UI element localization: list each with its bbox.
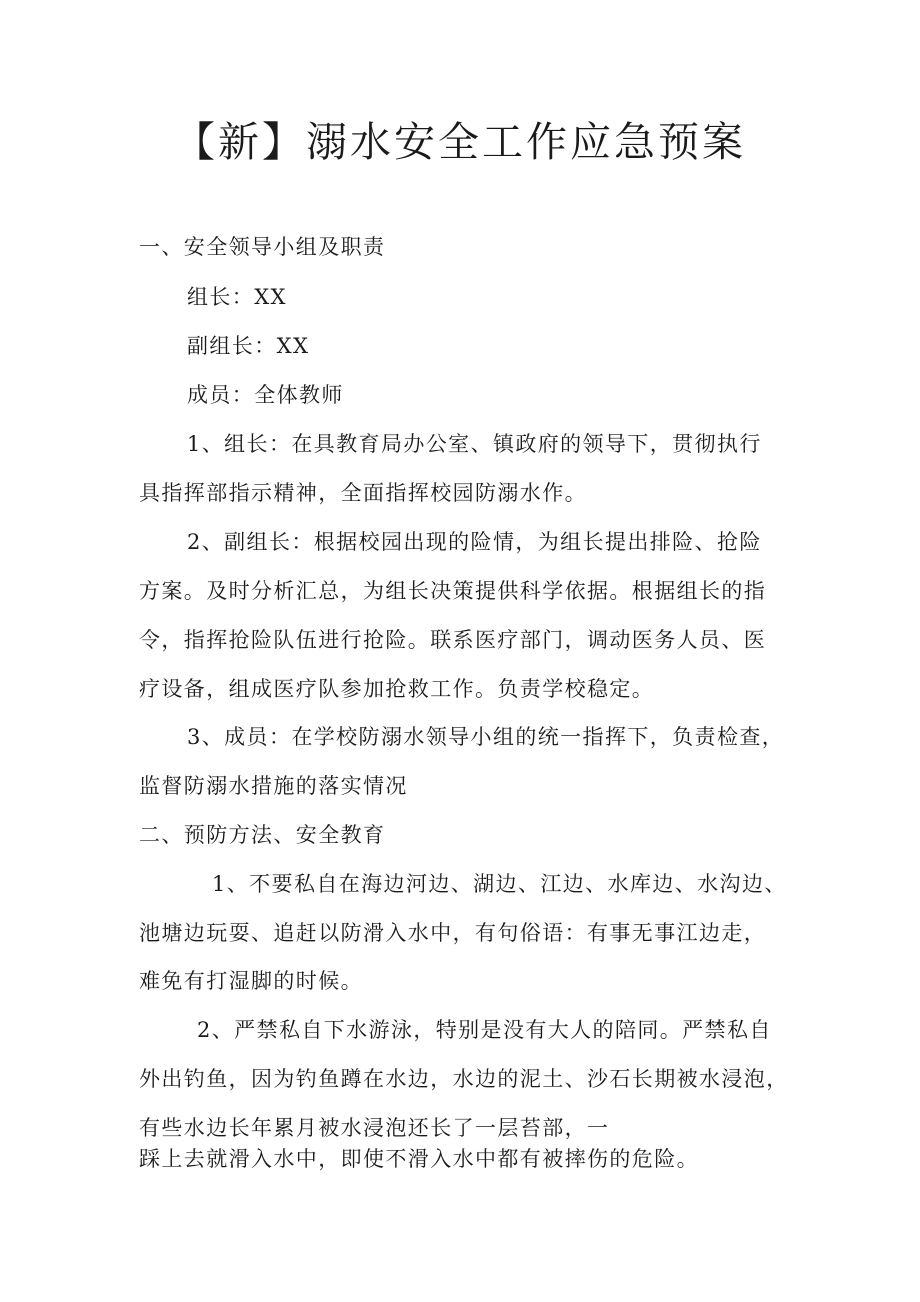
item2-line2: 外出钓鱼，因为钓鱼蹲在水边，水边的泥土、沙石长期被水浸泡， <box>139 1067 789 1091</box>
document-title: 【新】溺水安全工作应急预案 <box>174 118 746 166</box>
item2-line4: 踩上去就滑入水中，即使不滑入水中都有被摔伤的危险。 <box>139 1147 699 1171</box>
leader-line: 组长：XX <box>187 285 287 309</box>
item1-line3: 难免有打湿脚的时候。 <box>139 969 363 993</box>
item2-line1: 2、严禁私自下水游泳，特别是没有大人的陪同。严禁私自 <box>197 1018 772 1042</box>
item1-line2: 池塘边玩耍、追赶以防滑入水中，有句俗语：有事无事江边走， <box>139 921 767 945</box>
item2-line3: 有些水边长年累月被水浸泡还长了一层苔部，一 <box>139 1116 610 1140</box>
duty2-line2: 方案。及时分析汇总，为组长决策提供科学依据。根据组长的指 <box>139 579 767 603</box>
duty1-line1: 1、组长：在具教育局办公室、镇政府的领导下，贯彻执行 <box>187 432 762 456</box>
members-line: 成员：全体教师 <box>187 383 344 407</box>
deputy-line: 副组长：XX <box>187 334 310 358</box>
duty1-line2: 具指挥部指示精神，全面指挥校园防溺水作。 <box>139 481 587 505</box>
section1-heading: 一、安全领导小组及职责 <box>139 235 386 259</box>
duty2-line4: 疗设备，组成医疗队参加抢救工作。负责学校稳定。 <box>139 677 655 701</box>
duty2-line3: 令，指挥抢险队伍进行抢险。联系医疗部门，调动医务人员、医 <box>139 628 767 652</box>
duty2-line1: 2、副组长：根据校园出现的险情，为组长提出排险、抢险 <box>187 530 762 554</box>
section2-heading: 二、预防方法、安全教育 <box>139 823 386 847</box>
item1-line1: 1、不要私自在海边河边、湖边、江边、水库边、水沟边、 <box>212 872 787 896</box>
duty3-line2: 监督防溺水措施的落实情况 <box>139 774 408 798</box>
duty3-line1: 3、成员：在学校防溺水领导小组的统一指挥下，负责检查， <box>187 725 785 749</box>
